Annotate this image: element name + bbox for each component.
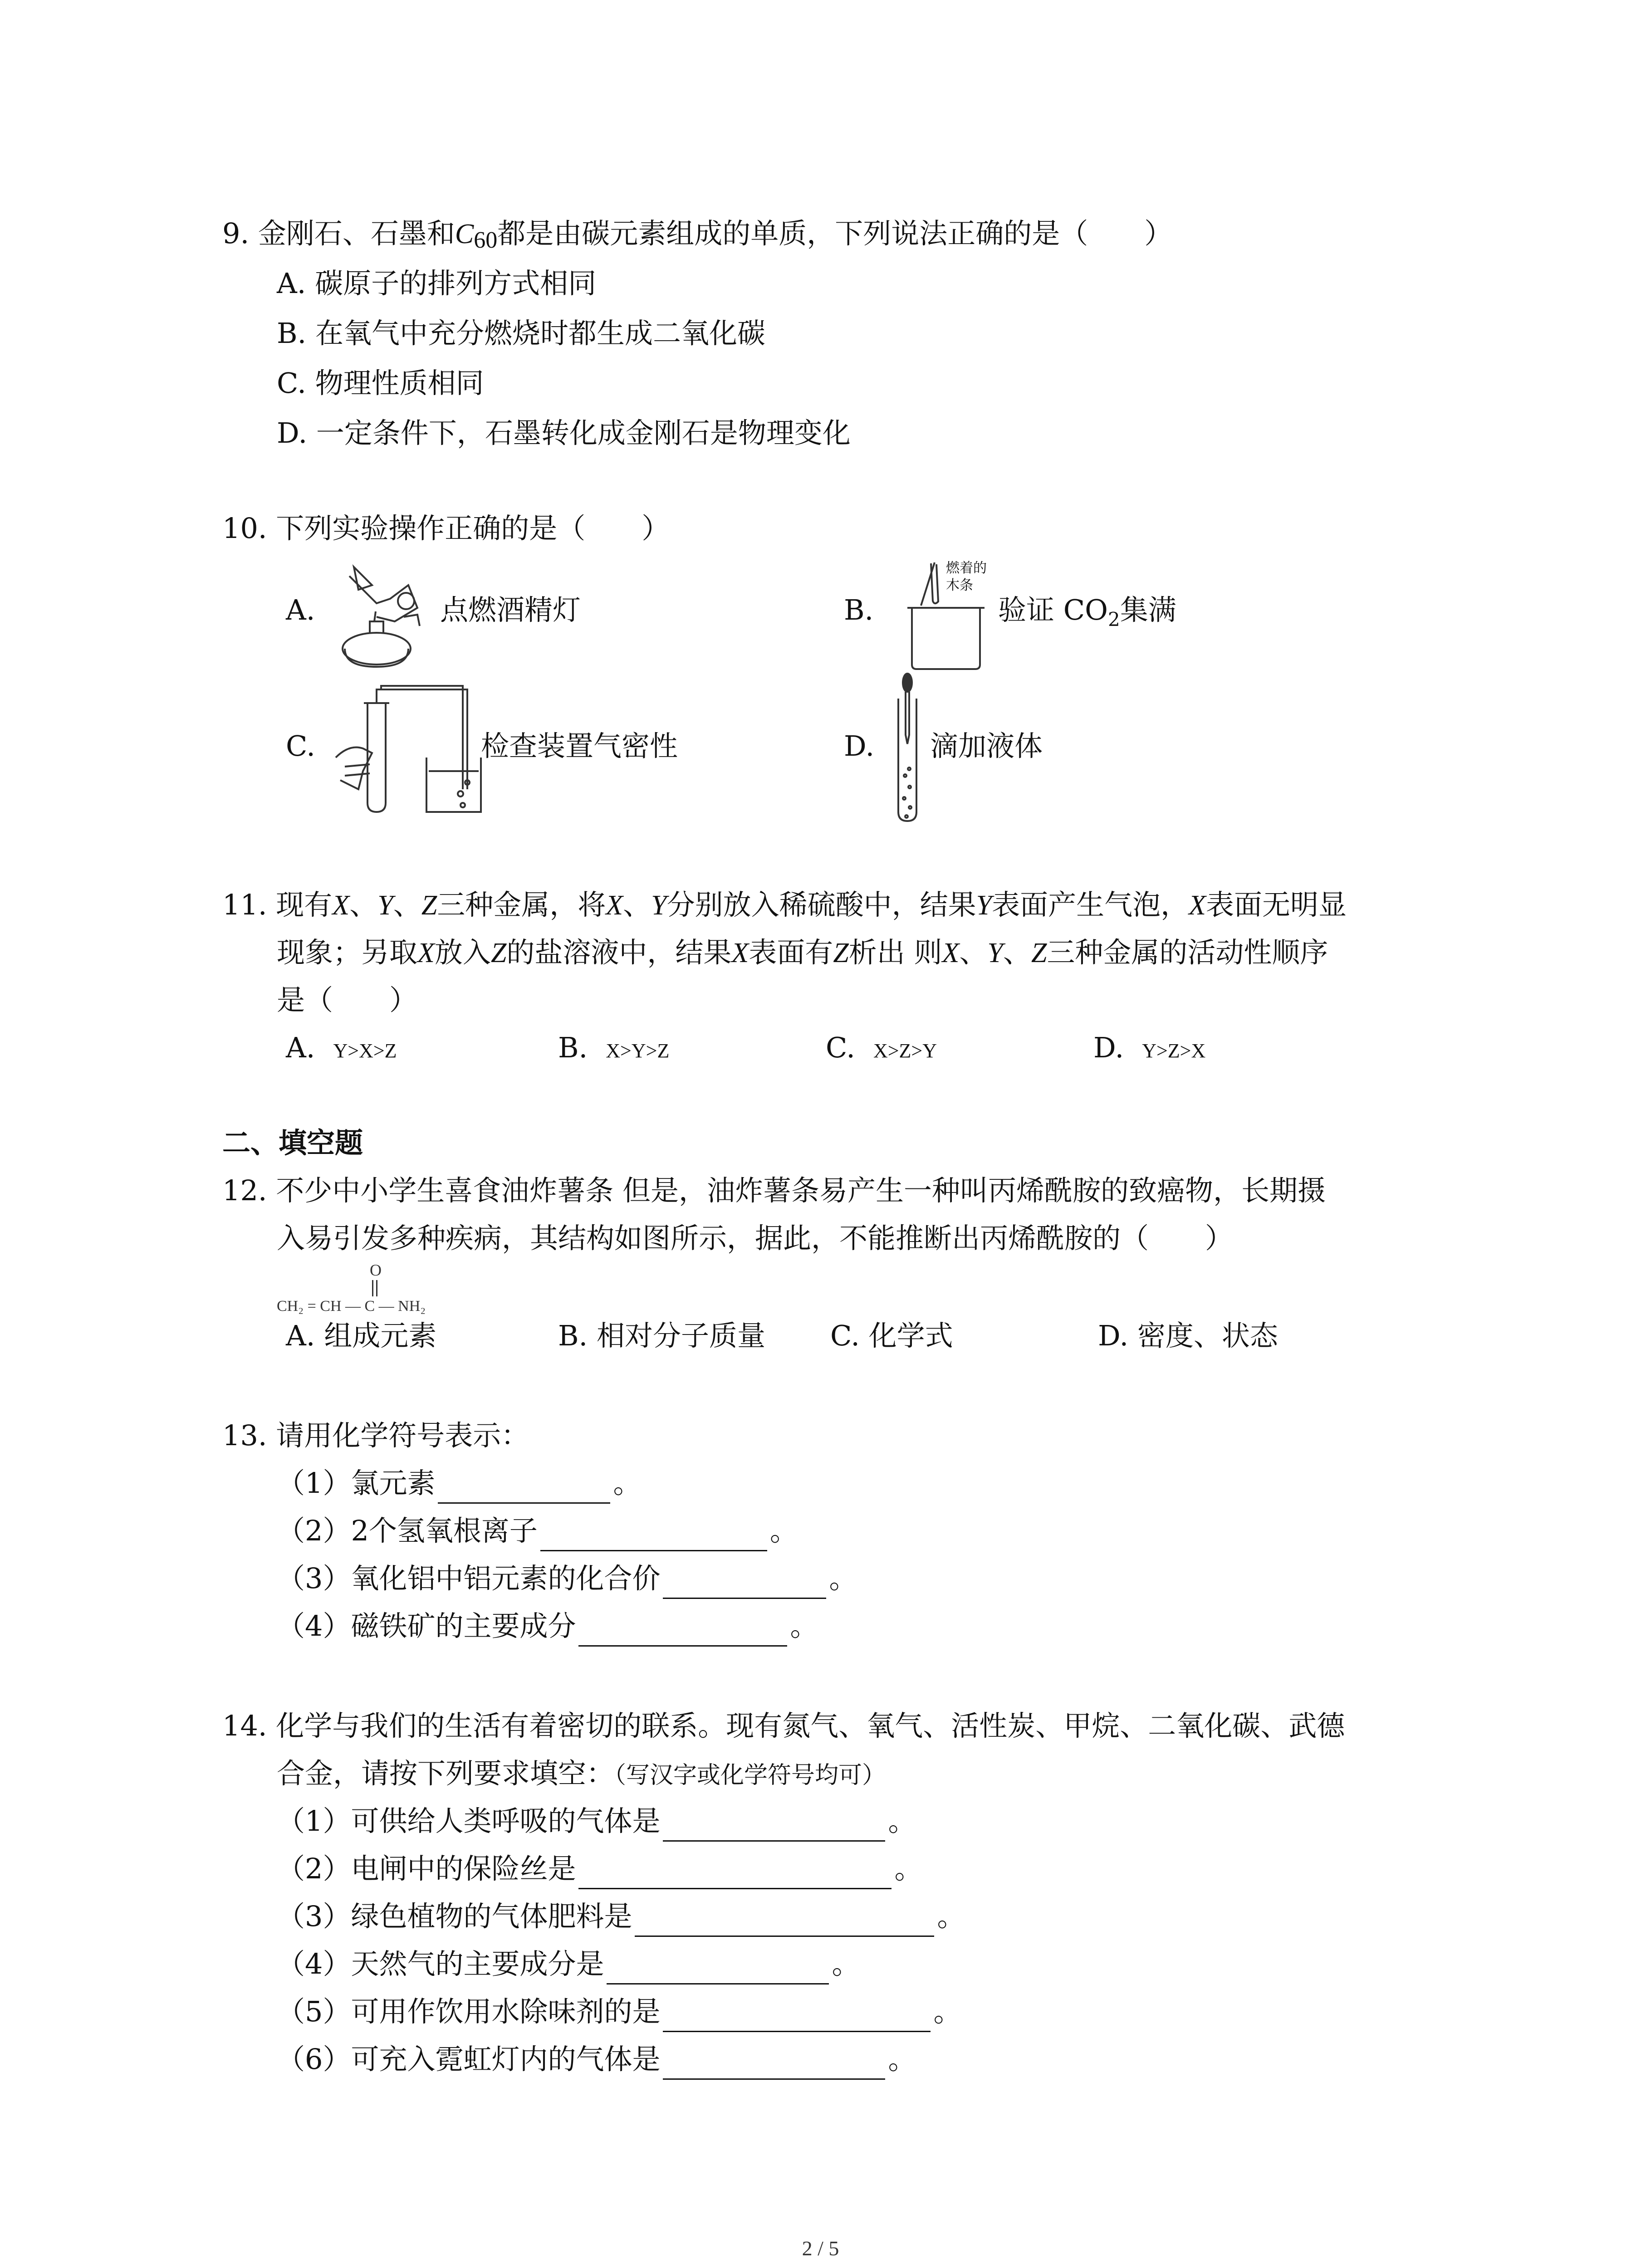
q11-option-b: B. X>Y>Z	[558, 1031, 670, 1064]
q14-item-2: （2）电闸中的保险丝是 。	[277, 1848, 922, 1889]
q12-formula-double-bond	[372, 1280, 377, 1296]
q11-option-d: D. Y>Z>X	[1093, 1031, 1206, 1064]
q13-item-2: （2）2个氢氧根离子 。	[277, 1510, 798, 1551]
answer-blank[interactable]	[438, 1475, 610, 1504]
dropper-test-tube-figure	[889, 671, 926, 826]
q10-option-a-letter: A.	[286, 593, 315, 626]
page-number: 2 / 5	[802, 2237, 839, 2260]
q14-item-6: （6）可充入霓虹灯内的气体是 。	[277, 2039, 916, 2080]
answer-blank[interactable]	[663, 1813, 885, 1842]
answer-blank[interactable]	[540, 1523, 767, 1551]
q10-option-c-letter: C.	[286, 729, 315, 763]
q9-option-c: C. 物理性质相同	[277, 367, 484, 400]
section-2-title: 二、填空题	[222, 1126, 363, 1159]
q14-item-1: （1）可供给人类呼吸的气体是 。	[277, 1801, 916, 1842]
q13-item-4: （4）磁铁矿的主要成分 。	[277, 1606, 818, 1647]
q14-item-3: （3）绿色植物的气体肥料是 。	[277, 1896, 965, 1937]
co2-bottle-test-figure	[903, 558, 1007, 671]
q10-option-b-text: 验证 $CO_2$集满	[998, 593, 1176, 631]
q13-item-3: （3）氧化铝中铝元素的化合价 。	[277, 1558, 857, 1599]
q12-option-d: D. 密度、状态	[1098, 1319, 1278, 1352]
q14-item-5: （5）可用作饮用水除味剂的是 。	[277, 1991, 961, 2032]
answer-blank[interactable]	[663, 2051, 885, 2080]
q10-stem: 10. 下列实验操作正确的是（ ）	[222, 512, 670, 545]
q12-line1: 12. 不少中小学生喜食油炸薯条 但是，油炸薯条易产生一种叫丙烯酰胺的致癌物，长期摄	[222, 1174, 1326, 1207]
q12-option-b: B. 相对分子质量	[558, 1319, 765, 1352]
q12-line2: 入易引发多种疾病，其结构如图所示，据此，不能推断出丙烯酰胺的（ ）	[277, 1222, 1234, 1255]
q12-formula-main: CH₂ = CH — C — NH₂	[277, 1298, 426, 1315]
co2-figure-label-2: 木条	[946, 577, 973, 593]
q10-option-c-text: 检查装置气密性	[481, 729, 678, 763]
q11-line3: 是（ ）	[277, 983, 418, 1017]
q13-stem: 13. 请用化学符号表示：	[222, 1419, 529, 1452]
q14-line1: 14. 化学与我们的生活有着密切的联系。现有氮气、氧气、活性炭、甲烷、二氧化碳、武德	[222, 1709, 1345, 1742]
q10-option-d-letter: D.	[844, 729, 875, 763]
answer-blank[interactable]	[607, 1956, 829, 1984]
answer-blank[interactable]	[663, 1570, 826, 1599]
airtightness-check-figure	[331, 680, 485, 816]
q11-line1: 11. 现有X、Y、Z三种金属，将X、Y分别放入稀硫酸中，结果Y表面产生气泡，X表面无明显	[222, 888, 1347, 921]
q11-line2: 现象；另取X放入Z的盐溶液中，结果X表面有Z析出 则X、Y、Z三种金属的活动性顺序	[277, 936, 1328, 969]
answer-blank[interactable]	[635, 1908, 934, 1937]
q11-option-a: A. Y>X>Z	[286, 1031, 397, 1064]
q10-option-d-text: 滴加液体	[930, 729, 1043, 763]
q9-option-a: A. 碳原子的排列方式相同	[277, 267, 597, 300]
alcohol-lamp-lighting-figure	[327, 558, 440, 671]
q12-formula-oxygen: O	[370, 1261, 382, 1279]
q10-option-a-text: 点燃酒精灯	[440, 593, 581, 626]
co2-figure-label-1: 燃着的	[946, 560, 987, 576]
q9-option-d: D. 一定条件下，石墨转化成金刚石是物理变化	[277, 416, 851, 450]
q10-option-b-letter: B.	[844, 593, 874, 626]
q9-stem: 9. 金刚石、石墨和C60都是由碳元素组成的单质，下列说法正确的是（ ）	[222, 217, 1173, 253]
answer-blank[interactable]	[578, 1618, 787, 1647]
answer-blank[interactable]	[578, 1861, 892, 1889]
q12-option-c: C. 化学式	[830, 1319, 953, 1352]
q12-option-a: A. 组成元素	[286, 1319, 437, 1352]
q14-line2: 合金，请按下列要求填空：（写汉字或化学符号均可）	[277, 1757, 886, 1790]
q11-option-c: C. X>Z>Y	[826, 1031, 937, 1064]
q9-option-b: B. 在氧气中充分燃烧时都生成二氧化碳	[277, 317, 765, 350]
q13-item-1: （1）氯元素 。	[277, 1463, 641, 1504]
q14-item-4: （4）天然气的主要成分是 。	[277, 1944, 860, 1984]
answer-blank[interactable]	[663, 2004, 931, 2032]
